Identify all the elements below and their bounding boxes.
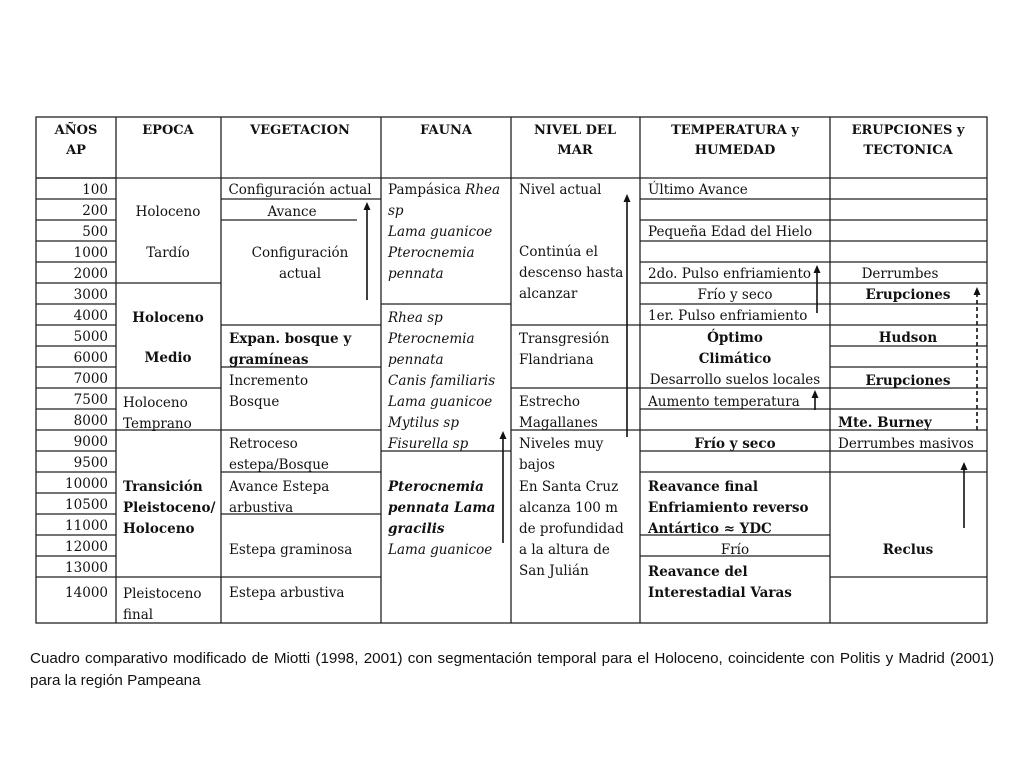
vegetacion-arrow-icon-head xyxy=(364,202,371,210)
year-cell: 10500 xyxy=(65,497,108,513)
year-cell: 100 xyxy=(82,182,108,198)
epoca-transicion-line3: Holoceno xyxy=(123,521,195,537)
epoca-pleistoceno-line1: Pleistoceno xyxy=(123,586,202,602)
nivel-bajos-line1: Niveles muy xyxy=(519,436,604,452)
veg-config-actual: Configuración actual xyxy=(228,182,372,198)
year-cell: 10000 xyxy=(65,476,108,492)
nivel-arrow-icon-head xyxy=(624,194,631,202)
nivel-continua-line1: Continúa el xyxy=(519,244,598,260)
fauna-g1-line2: sp xyxy=(388,203,404,219)
epoca-holoceno-medio-line2: Medio xyxy=(144,350,192,366)
epoca-transicion-line1: Transición xyxy=(123,479,203,495)
year-cell: 2000 xyxy=(73,266,108,282)
veg-avance: Avance xyxy=(267,204,317,220)
year-cell: 13000 xyxy=(65,560,108,576)
fauna-g1-line4: Pterocnemia xyxy=(388,245,475,261)
header-anos-line2: AP xyxy=(66,143,86,158)
veg-expansion-line1: Expan. bosque y xyxy=(229,331,352,347)
veg-incremento-line2: Bosque xyxy=(229,394,280,410)
fauna-rhea: Rhea xyxy=(465,182,501,198)
epoca-holoceno-temprano-line2: Temprano xyxy=(123,416,192,432)
year-cell: 7500 xyxy=(73,392,108,408)
veg-retroceso-line2: estepa/Bosque xyxy=(229,457,329,473)
epoca-holoceno-tardio-line1: Holoceno xyxy=(135,204,201,220)
fauna-g2-line5: Lama guanicoe xyxy=(388,394,493,410)
temp-pulso-1: 1er. Pulso enfriamiento xyxy=(648,308,808,324)
fauna-g1-line3: Lama guanicoe xyxy=(388,224,493,240)
epoca-holoceno-temprano-line1: Holoceno xyxy=(123,395,188,411)
header-temperatura-line2: HUMEDAD xyxy=(694,143,776,158)
year-cell: 9500 xyxy=(73,455,108,471)
nivel-bajos-line5: de profundidad xyxy=(519,521,624,537)
temp-reavance-del-line2: Interestadial Varas xyxy=(648,585,792,601)
nivel-bajos-line6: a la altura de xyxy=(519,542,610,558)
year-cell: 3000 xyxy=(73,287,108,303)
temperatura-arrow-2-icon-head xyxy=(812,390,819,398)
veg-config-actual-2-line1: Configuración xyxy=(251,245,349,261)
header-nivel-line1: NIVEL DEL xyxy=(534,123,616,138)
header-epoca: EPOCA xyxy=(142,123,194,138)
header-erupciones-line1: ERUPCIONES y xyxy=(851,123,965,138)
year-cell: 5000 xyxy=(73,329,108,345)
fauna-g2-line7: Fisurella sp xyxy=(388,436,469,452)
fauna-g1-line5: pennata xyxy=(388,266,444,282)
nivel-transgresion-line1: Transgresión xyxy=(519,331,610,347)
nivel-estrecho-line2: Magallanes xyxy=(519,415,598,431)
fauna-g2-line3: pennata xyxy=(388,352,444,368)
temp-optimo-line2: Climático xyxy=(698,351,772,367)
temp-frio: Frío xyxy=(720,542,750,558)
year-cell: 9000 xyxy=(73,434,108,450)
veg-incremento-line1: Incremento xyxy=(229,373,309,389)
erup-mte-burney: Mte. Burney xyxy=(838,415,932,431)
header-erupciones-line2: TECTONICA xyxy=(863,143,953,158)
year-cell: 11000 xyxy=(65,518,108,534)
fauna-g1-line1 xyxy=(388,182,500,198)
fauna-g2-line4: Canis familiaris xyxy=(388,373,496,389)
temp-pulso-2: 2do. Pulso enfriamiento xyxy=(648,266,812,282)
year-cell: 7000 xyxy=(73,371,108,387)
veg-expansion-line2: gramíneas xyxy=(229,352,309,368)
nivel-continua-line3: alcanzar xyxy=(519,286,578,302)
fauna-g3-line1: Pterocnemia xyxy=(388,479,484,495)
erup-derrumbes-masivos: Derrumbes masivos xyxy=(838,436,974,452)
header-fauna: FAUNA xyxy=(420,123,472,138)
fauna-g3-line3: gracilis xyxy=(388,521,445,537)
erup-reclus: Reclus xyxy=(882,542,934,558)
temp-reavance-final-line1: Reavance final xyxy=(648,479,758,495)
epoca-transicion-line2: Pleistoceno/ xyxy=(123,500,216,516)
veg-config-actual-2-line2: actual xyxy=(278,266,322,282)
veg-avance-estepa-line1: Avance Estepa xyxy=(229,479,330,495)
temp-reavance-del-line1: Reavance del xyxy=(648,564,748,580)
year-cell: 500 xyxy=(82,224,108,240)
temp-frio-seco-1: Frío y seco xyxy=(697,287,773,303)
year-cell: 1000 xyxy=(73,245,108,261)
year-cell: 6000 xyxy=(73,350,108,366)
fauna-g2-line1: Rhea sp xyxy=(388,310,443,326)
nivel-actual: Nivel actual xyxy=(519,182,602,198)
fauna-g2-line2: Pterocnemia xyxy=(388,331,475,347)
epoca-holoceno-tardio-line2: Tardío xyxy=(146,245,190,261)
veg-estepa-graminosa: Estepa graminosa xyxy=(229,542,353,558)
year-cell: 8000 xyxy=(73,413,108,429)
erup-hudson: Hudson xyxy=(878,330,938,346)
temp-ultimo-avance: Último Avance xyxy=(648,182,748,198)
nivel-estrecho-line1: Estrecho xyxy=(519,394,581,410)
fauna-arrow-icon-head xyxy=(500,431,507,439)
fauna-pampasica: Pampásica xyxy=(388,182,461,198)
erup-erupciones-1: Erupciones xyxy=(865,287,951,303)
nivel-bajos-line3: En Santa Cruz xyxy=(519,479,619,495)
veg-retroceso-line1: Retroceso xyxy=(229,436,298,452)
fauna-g3-line2: pennata Lama xyxy=(388,500,496,516)
nivel-continua-line2: descenso hasta xyxy=(519,265,624,281)
year-cell: 4000 xyxy=(73,308,108,324)
nivel-bajos-line7: San Julián xyxy=(519,563,589,579)
nivel-transgresion-line2: Flandriana xyxy=(519,352,594,368)
temp-optimo-line1: Óptimo xyxy=(707,330,763,346)
year-cell: 12000 xyxy=(65,539,108,555)
figure-caption: Cuadro comparativo modificado de Miotti (1998, 2001) con segmentación temporal para el Holoceno, coincidente con Politis y Madrid (2001) para la región Pampeana xyxy=(30,650,994,689)
temp-aumento: Aumento temperatura xyxy=(648,394,800,410)
table-grid xyxy=(36,117,987,623)
epoca-holoceno-medio-line1: Holoceno xyxy=(132,310,204,326)
erup-derrumbes: Derrumbes xyxy=(861,266,939,282)
temperatura-arrow-1-icon-head xyxy=(814,265,821,273)
header-nivel-line2: MAR xyxy=(557,143,593,158)
erupciones-arrow-icon-head xyxy=(961,462,968,470)
epoca-pleistoceno-line2: final xyxy=(123,607,154,623)
header-anos-line1: AÑOS xyxy=(54,123,98,138)
year-cell: 200 xyxy=(82,203,108,219)
header-temperatura-line1: TEMPERATURA y xyxy=(671,123,799,138)
fauna-g2-line6: Mytilus sp xyxy=(388,415,459,431)
veg-estepa-arbustiva: Estepa arbustiva xyxy=(229,585,345,601)
erupciones-dashed-arrow-icon-head xyxy=(974,287,981,295)
erup-erupciones-2: Erupciones xyxy=(865,373,951,389)
veg-avance-estepa-line2: arbustiva xyxy=(229,500,294,516)
temp-reavance-final-line2: Enfriamiento reverso xyxy=(648,500,809,516)
temp-reavance-final-line3: Antártico ≈ YDC xyxy=(648,521,772,537)
temp-pequena-edad: Pequeña Edad del Hielo xyxy=(648,224,813,240)
temp-frio-seco-2: Frío y seco xyxy=(694,436,776,452)
temp-desarrollo: Desarrollo suelos locales xyxy=(649,372,821,388)
fauna-g3-line4: Lama guanicoe xyxy=(388,542,493,558)
nivel-bajos-line4: alcanza 100 m xyxy=(519,500,618,516)
header-vegetacion: VEGETACION xyxy=(250,123,350,138)
nivel-bajos-line2: bajos xyxy=(519,457,555,473)
year-cell: 14000 xyxy=(65,585,108,601)
